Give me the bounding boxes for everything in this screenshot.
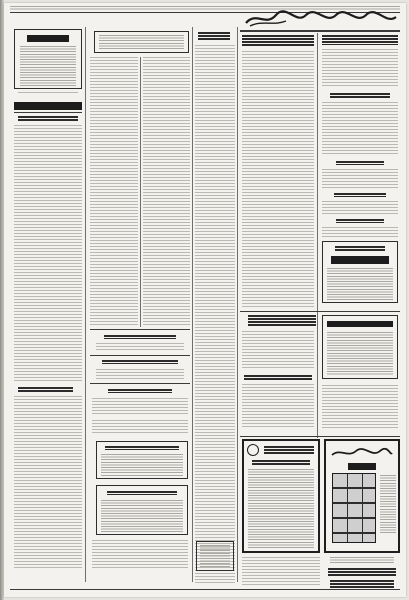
article-body-3 [90,57,138,325]
notice-box-top-text [99,35,184,50]
right-notice-box [322,315,398,379]
headline-4a [242,35,314,47]
section-banner-script [242,7,400,29]
notice-box-bottom-title [107,491,177,495]
notice-box-right [322,241,398,303]
notice-box-middle [96,441,188,479]
masthead-note [18,92,78,95]
ad-product-image [332,473,376,543]
ad-slogan [330,445,394,459]
column-rule-2a [140,57,141,327]
article-body-4 [143,57,190,325]
column-rule-4 [317,33,318,313]
notice-box-top [94,31,189,53]
section-rule-c [90,383,190,384]
section-rule-d [240,311,400,312]
headline-wide [248,315,316,327]
ad-brand-label [348,463,376,470]
masthead-title [27,35,69,42]
column-heading-1 [14,102,82,110]
notice-body-3 [92,398,188,416]
announcement-title [264,446,314,454]
article-headline-1 [18,116,78,121]
advertisement-box [324,439,400,553]
column-rule-1 [85,27,86,582]
article-body-16 [242,557,320,585]
article-body-14 [242,384,314,428]
headline-5a [322,35,398,45]
ad-footer-advertiser [328,568,396,576]
masthead-box [14,29,82,89]
notice-headline-1 [104,335,176,339]
side-box [196,541,234,571]
notice-box-middle-text [101,454,183,476]
headline-4b [244,375,312,380]
article-headline-2 [18,387,73,392]
notice-box-right-name [331,256,389,264]
article-body-11 [322,201,398,215]
article-body-9 [322,102,398,156]
page-bottom-rule [10,589,400,590]
side-box-text [200,545,230,567]
announcement-text [248,469,314,549]
notice-box-middle-title [105,446,179,450]
article-body-15 [322,385,398,429]
headline-5d [334,193,386,197]
headline-5b [330,93,390,98]
right-notice-box-banner [327,321,393,327]
section-rule-b [90,355,190,356]
column-rule-2 [192,27,193,582]
notice-body-2 [96,369,184,379]
column-rule-3 [237,27,238,582]
announcement-box [242,439,320,553]
ad-slogan-script [330,446,394,460]
announcement-subtitle [252,460,310,465]
ad-footer-bar [324,557,400,593]
notice-box-right-text [327,268,393,300]
right-notice-box-text [327,332,393,376]
notice-box-bottom-text [101,500,183,532]
ad-product-list [380,475,396,533]
ad-footer-small-text [330,557,394,565]
section-rule-a [90,329,190,330]
article-body-7 [242,51,314,309]
headline-5e [336,219,384,223]
banner-rule [240,30,400,32]
article-body-12 [322,227,398,237]
article-body-8 [322,49,398,87]
newspaper-page [4,3,406,597]
article-body-2 [14,396,82,568]
notice-box-bottom [96,485,188,535]
notice-body-1 [96,343,184,350]
headline-5c [336,161,384,165]
column-heading-rule [14,112,82,113]
notice-body-4 [92,420,188,435]
notice-box-right-title [335,246,385,252]
section-banner [242,7,400,29]
article-body-6 [195,45,235,585]
article-body-1 [14,125,82,383]
section-rule-e [240,436,400,437]
article-body-5 [92,540,188,570]
article-body-13 [242,331,314,369]
column-heading-3 [198,32,230,41]
notice-headline-2 [102,360,178,364]
announcement-emblem [247,444,259,456]
masthead-details [20,46,76,86]
column-rule-4b [317,313,318,438]
article-body-10 [322,169,398,189]
ad-footer-address [330,580,394,588]
notice-headline-3 [108,389,172,393]
